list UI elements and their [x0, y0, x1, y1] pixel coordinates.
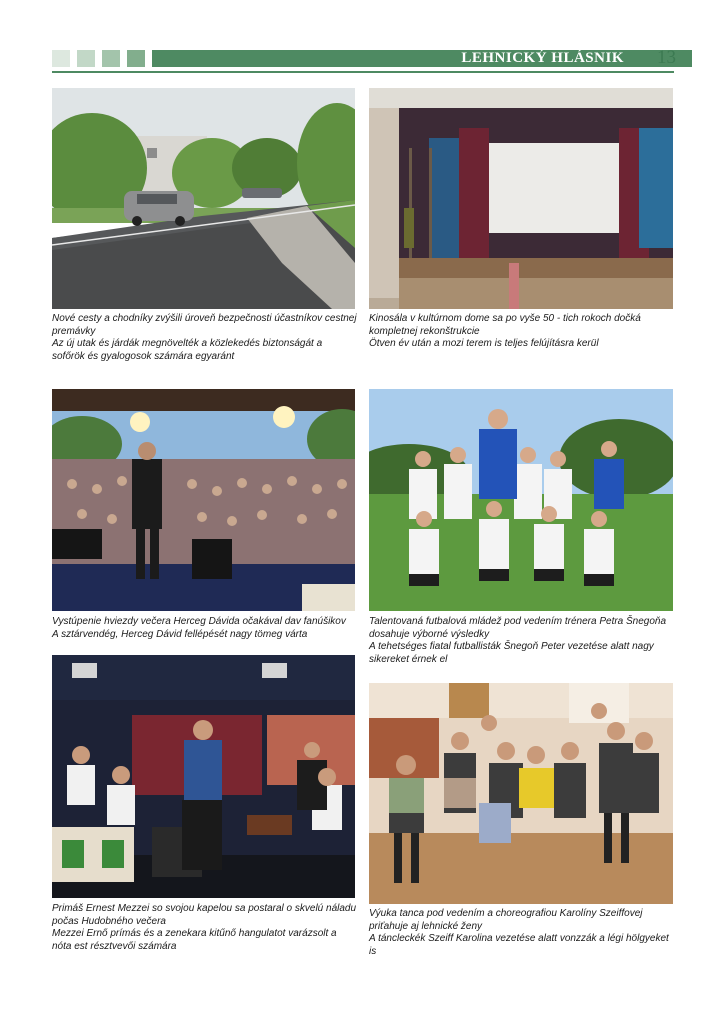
- caption-sk: Talentovaná futbalová mládež pod vedením trénera Petra Šnegoňa dosahuje výborné výsledky: [369, 616, 667, 640]
- caption-cinema: [369, 313, 674, 351]
- caption-sk: Kinosála v kultúrnom dome sa po vyše 50 - tich rokoch dočká kompletnej rekonštrukcie: [369, 313, 641, 337]
- caption-hu: A táncleckék Szeiff Karolina vezetése alatt vonzzák a légi hölgyeket is: [369, 933, 669, 957]
- caption-sk: Výuka tanca pod vedením a choreografiou Karolíny Szeiffovej priťahuje aj lehnické ženy: [369, 908, 643, 932]
- photo-concert: [52, 389, 355, 611]
- header-square-3: [102, 50, 120, 67]
- header-square-4: [127, 50, 145, 67]
- page-header: [52, 47, 676, 74]
- caption-hu: A tehetséges fiatal futballisták Šnegoň Peter vezetése alatt nagy sikereket érnek el: [369, 641, 654, 665]
- masthead-title: LEHNICKÝ HLÁSNIK: [461, 50, 624, 66]
- caption-football: [369, 616, 674, 666]
- header-rule: [52, 71, 674, 73]
- header-square-1: [52, 50, 70, 67]
- caption-dance-class: [369, 908, 674, 958]
- page-number: 13: [657, 47, 676, 68]
- photo-dance-class: [369, 683, 673, 904]
- caption-hu: Mezzei Ernő prímás és a zenekara kitűnő hangulatot varázsolt a nóta est résztvevői számára: [52, 928, 337, 952]
- caption-sk: Primáš Ernest Mezzei so svojou kapelou sa postaral o skvelú náladu počas Hudobného večera: [52, 903, 357, 927]
- caption-road: [52, 313, 357, 363]
- caption-hu: A sztárvendég, Herceg Dávid fellépését nagy tömeg várta: [52, 628, 308, 640]
- header-square-2: [77, 50, 95, 67]
- caption-folk-band: [52, 903, 357, 953]
- caption-hu: Az új utak és járdák megnövelték a közlekedés biztonságát a sofőrök és gyalogosok számára egyaránt: [52, 338, 323, 362]
- photo-folk-band: [52, 655, 355, 898]
- caption-hu: Ötven év után a mozi terem is teljes felújításra kerül: [369, 338, 599, 349]
- caption-sk: Nové cesty a chodníky zvýšili úroveň bezpečnosti účastníkov cestnej premávky: [52, 313, 357, 337]
- photo-football: [369, 389, 673, 611]
- caption-sk: Vystúpenie hviezdy večera Herceg Dávida očakával dav fanúšikov: [52, 616, 346, 627]
- photo-road: [52, 88, 355, 309]
- caption-concert: [52, 616, 357, 641]
- photo-cinema: [369, 88, 673, 309]
